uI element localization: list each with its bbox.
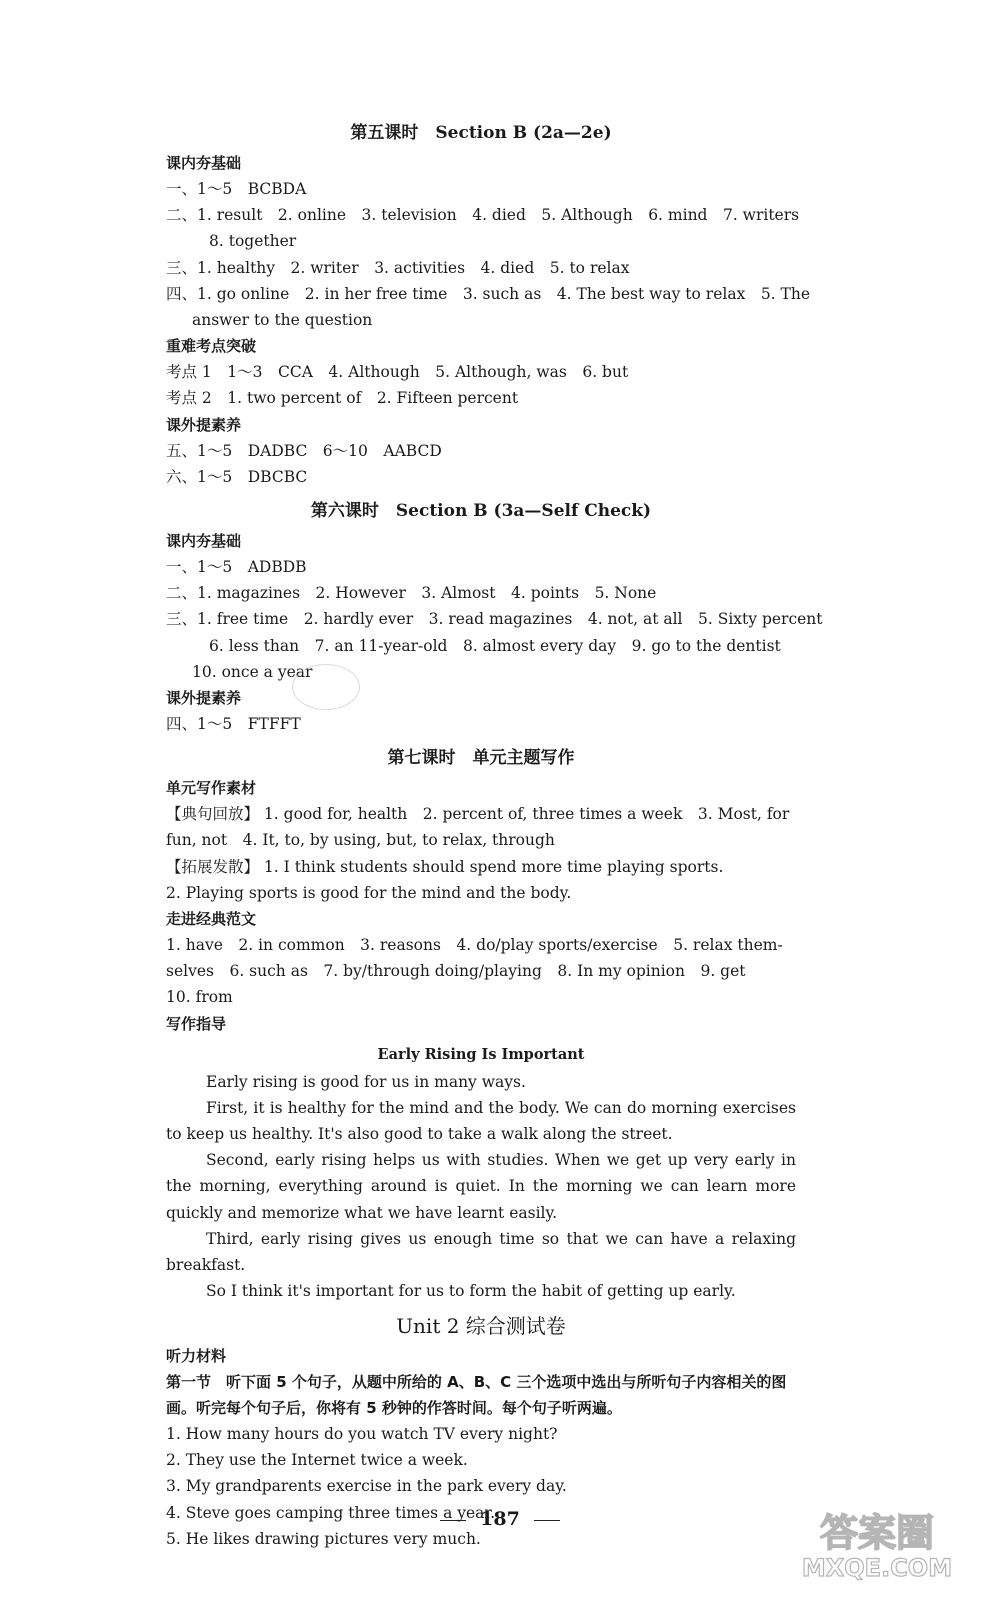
answer-line: 考点 2 1. two percent of 2. Fifteen percent xyxy=(166,389,519,408)
answer-line: 一、1～5 BCBDA xyxy=(166,180,307,198)
listening-sentence: 4. Steve goes camping three times a year. xyxy=(166,1503,496,1522)
section-heading: 课内夯基础 xyxy=(166,532,242,551)
answer-line: 四、1～5 FTFFT xyxy=(166,715,301,734)
answer-line: 8. together xyxy=(209,232,297,251)
dash-right xyxy=(534,1520,560,1521)
watermark-en: MXQE.COM xyxy=(801,1554,953,1582)
essay-paragraph: First, it is healthy for the mind and the body. We can do morning exercises to keep us healthy. It's also good to take a walk along the street. xyxy=(166,1098,796,1144)
essay-paragraph: So I think it's important for us to form the habit of getting up early. xyxy=(206,1282,736,1301)
lesson5-title: 第五课时 Section B (2a—2e) xyxy=(350,123,612,143)
answer-line: 考点 1 1～3 CCA 4. Although 5. Although, was 6. but xyxy=(166,363,629,382)
lesson6-title: 第六课时 Section B (3a—Self Check) xyxy=(310,501,652,522)
page-number-text: 187 xyxy=(480,1508,520,1530)
section-heading: 课内夯基础 xyxy=(166,154,242,172)
answer-line: 六、1～5 DBCBC xyxy=(166,467,308,486)
listening-sentence: 5. He likes drawing pictures very much. xyxy=(166,1529,481,1548)
answer-line: 10. once a year xyxy=(192,662,313,681)
page-content xyxy=(166,112,823,1552)
answer-line: 三、1. free time 2. hardly ever 3. read magazines 4. not, at all 5. Sixty percent xyxy=(166,610,823,629)
listening-instruction: 第一节 听下面 5 个句子，从题中所给的 A、B、C 三个选项中选出与所听句子内容相关的图画。听完每个句子后，你将有 5 秒钟的作答时间。每个句子听两遍。 xyxy=(166,1372,787,1417)
answer-line: fun, not 4. It, to, by using, but, to relax, through xyxy=(166,831,555,850)
essay-paragraph: Third, early rising gives us enough time so that we can have a relaxing breakfast. xyxy=(166,1229,796,1275)
section-heading: 课外提素养 xyxy=(166,415,242,434)
lesson7-title: 第七课时 单元主题写作 xyxy=(387,748,575,769)
listening-sentence: 1. How many hours do you watch TV every night? xyxy=(166,1424,558,1443)
answer-line: 五、1～5 DADBC 6～10 AABCD xyxy=(166,441,442,460)
section-heading: 走进经典范文 xyxy=(166,910,257,929)
section-heading: 写作指导 xyxy=(166,1014,227,1033)
answer-line: 2. Playing sports is good for the mind and the body. xyxy=(166,883,572,902)
answer-line: 一、1～5 ADBDB xyxy=(166,558,307,577)
essay-title: Early Rising Is Important xyxy=(377,1045,585,1063)
answer-line: 1. have 2. in common 3. reasons 4. do/play sports/exercise 5. relax them- xyxy=(166,936,783,955)
answer-line: 【典句回放】 1. good for, health 2. percent of, three times a week 3. Most, for xyxy=(166,805,790,824)
section-heading: 课外提素养 xyxy=(166,689,242,708)
answer-line: 6. less than 7. an 11-year-old 8. almost every day 9. go to the dentist xyxy=(209,636,781,655)
answer-line: 三、1. healthy 2. writer 3. activities 4. died 5. to relax xyxy=(166,258,630,277)
unit-title: Unit 2 综合测试卷 xyxy=(396,1313,566,1338)
essay-paragraph: Early rising is good for us in many ways. xyxy=(206,1072,526,1091)
watermark-logo xyxy=(782,1502,972,1582)
faint-stamp xyxy=(292,664,360,710)
essay-paragraph: Second, early rising helps us with studies. When we get up very early in the morning, everything around is quiet. In the morning we can learn more quickly and memorize what we have learnt easily. xyxy=(166,1151,796,1222)
answer-line: answer to the question xyxy=(192,311,373,330)
answer-line: 10. from xyxy=(166,988,233,1007)
section-heading: 重难考点突破 xyxy=(166,337,257,356)
watermark-cn: 答案圈 xyxy=(819,1511,935,1555)
watermark-icon xyxy=(782,1502,972,1582)
answer-line: 四、1. go online 2. in her free time 3. such as 4. The best way to relax 5. The xyxy=(166,284,811,303)
listening-sentence: 2. They use the Internet twice a week. xyxy=(166,1451,468,1470)
answer-line: selves 6. such as 7. by/through doing/playing 8. In my opinion 9. get xyxy=(166,962,746,981)
dash-left xyxy=(440,1520,466,1521)
section-heading: 单元写作素材 xyxy=(166,779,257,798)
answer-line: 二、1. result 2. online 3. television 4. died 5. Although 6. mind 7. writers xyxy=(166,206,800,225)
answer-line: 二、1. magazines 2. However 3. Almost 4. points 5. None xyxy=(166,584,657,603)
answer-line: 【拓展发散】 1. I think students should spend more time playing sports. xyxy=(166,857,724,876)
listening-sentence: 3. My grandparents exercise in the park every day. xyxy=(166,1477,567,1496)
section-heading: 听力材料 xyxy=(166,1346,227,1365)
